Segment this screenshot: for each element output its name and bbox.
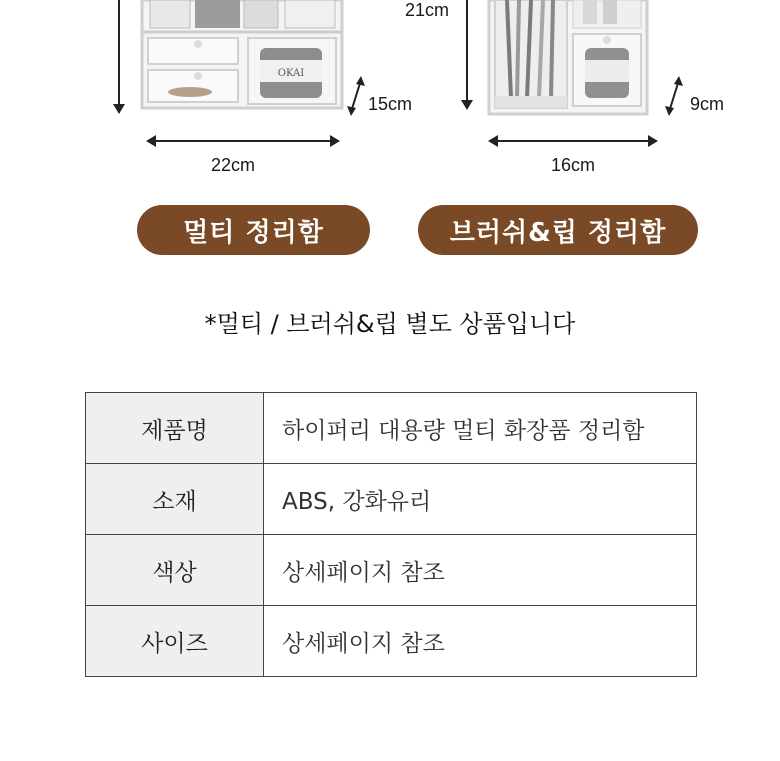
spec-key: 제품명: [86, 393, 264, 464]
brush-depth-arrow: [664, 76, 684, 120]
multi-width-label: 22cm: [211, 155, 256, 175]
brush-depth-label: 9cm: [690, 94, 725, 114]
brush-width-label: 16cm: [551, 155, 596, 175]
brush-height-arrow: [466, 0, 468, 108]
table-row: [86, 464, 697, 535]
multi-organizer-image: [140, 0, 345, 110]
multi-width-arrow: [148, 140, 338, 142]
svg-text:OKAI: OKAI: [277, 68, 305, 79]
multi-depth-arrow: [346, 76, 366, 120]
brush-height-label: 21cm: [405, 0, 450, 20]
brush-width-arrow: [490, 140, 656, 142]
brush-organizer-badge: 브러쉬&립 정리함: [418, 205, 698, 255]
separate-product-note: *멀티 / 브러쉬&립 별도 상품입니다: [204, 310, 576, 338]
table-row: [86, 535, 697, 606]
table-row: [86, 393, 697, 464]
table-row: [86, 606, 697, 677]
multi-organizer-badge: 멀티 정리함: [137, 205, 370, 255]
brush-organizer-image: [487, 0, 649, 116]
spec-key: 색상: [86, 535, 264, 606]
spec-value: ABS, 강화유리: [264, 464, 697, 535]
spec-value: 상세페이지 참조: [264, 535, 697, 606]
spec-key: 사이즈: [86, 606, 264, 677]
spec-key: 소재: [86, 464, 264, 535]
multi-depth-label: 15cm: [368, 94, 413, 114]
spec-table: [85, 392, 697, 677]
spec-value: 상세페이지 참조: [264, 606, 697, 677]
multi-height-arrow: [118, 0, 120, 112]
spec-value: 하이퍼리 대용량 멀티 화장품 정리함: [264, 393, 697, 464]
